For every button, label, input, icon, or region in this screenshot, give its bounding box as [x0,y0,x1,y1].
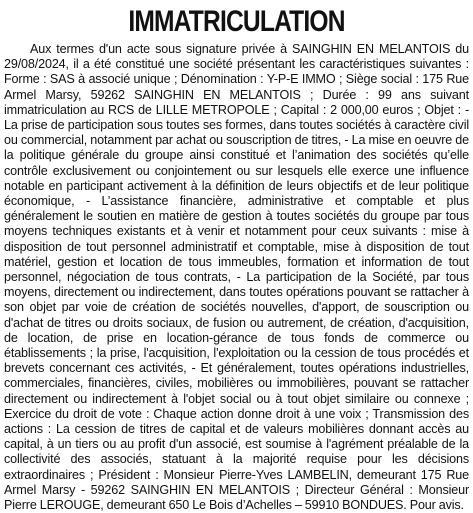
legal-notice [4,0,469,513]
notice-body: Aux termes d'un acte sous signature privée à SAINGHIN EN MELANTOIS du 29/08/2024, il a été constitué une société présentant les caractéristiques suivantes : Forme : SAS à associé unique ; Dénomination : Y-P-E IMMO ; Siège social : 175 Rue Armel Marsy, 59262 SAINGHIN EN MELANTOIS ; Durée : 99 ans suivant immatriculation au RCS de LILLE METROPOLE ; Capital : 2 000,00 euros ; Objet : - La prise de participation sous toutes ses formes, dans toutes sociétés à caractère civil ou commercial, notamment par achat ou souscription de titres, - La mise en oeuvre de la politique générale du groupe ainsi constitué et l’animation des sociétés qu’elle contrôle exclusivement ou conjointement ou sur lesquels elle exerce une influence notable en participant activement à la définition de leurs objectifs et de leur politique économique, - L’assistance financière, administrative et comptable et plus généralement le soutien en matière de gestion à toutes sociétés du groupe par tous moyens techniques existants et à venir et notamment pour ceux suivants : mise à disposition de tout personnel administratif et comptable, mise à disposition de tout matériel, gestion et location de tous immeubles, formation et information de tout personnel, négociation de tous contrats, - La participation de la Société, par tous moyens, directement ou indirectement, dans toutes opérations pouvant se rattacher à son objet par voie de création de sociétés nouvelles, d'apport, de souscription ou d'achat de titres ou droits sociaux, de fusion ou autrement, de création, d'acquisition, de location, de prise en location-gérance de tous fonds de commerce ou établissements ; la prise, l'acquisition, l'exploitation ou la cession de tous procédés et brevets concernant ces activités, - Et généralement, toutes opérations industrielles, commerciales, financières, civiles, mobilières ou immobilières, pouvant se rattacher directement ou indirectement à l'objet social ou à tout objet similaire ou connexe ; Exercice du droit de vote : Chaque action donne droit à une voix ; Transmission des actions : La cession de titres de capital et de valeurs mobilières donnant accès au capital, à un tiers ou au profit d'un associé, est soumise à l'agrément préalable de la collectivité des associés, statuant à la majorité requise pour les décisions extraordinaires ; Président : Monsieur Pierre-Yves LAMBELIN, demeurant 175 Rue Armel Marsy - 59262 SAINGHIN EN MELANTOIS ; Directeur Général : Monsieur Pierre LEROUGE, demeurant 650 Le Bois d’Achelles – 59910 BONDUES. Pour avis. [4,42,469,513]
notice-title: IMMATRICULATION [128,5,345,38]
